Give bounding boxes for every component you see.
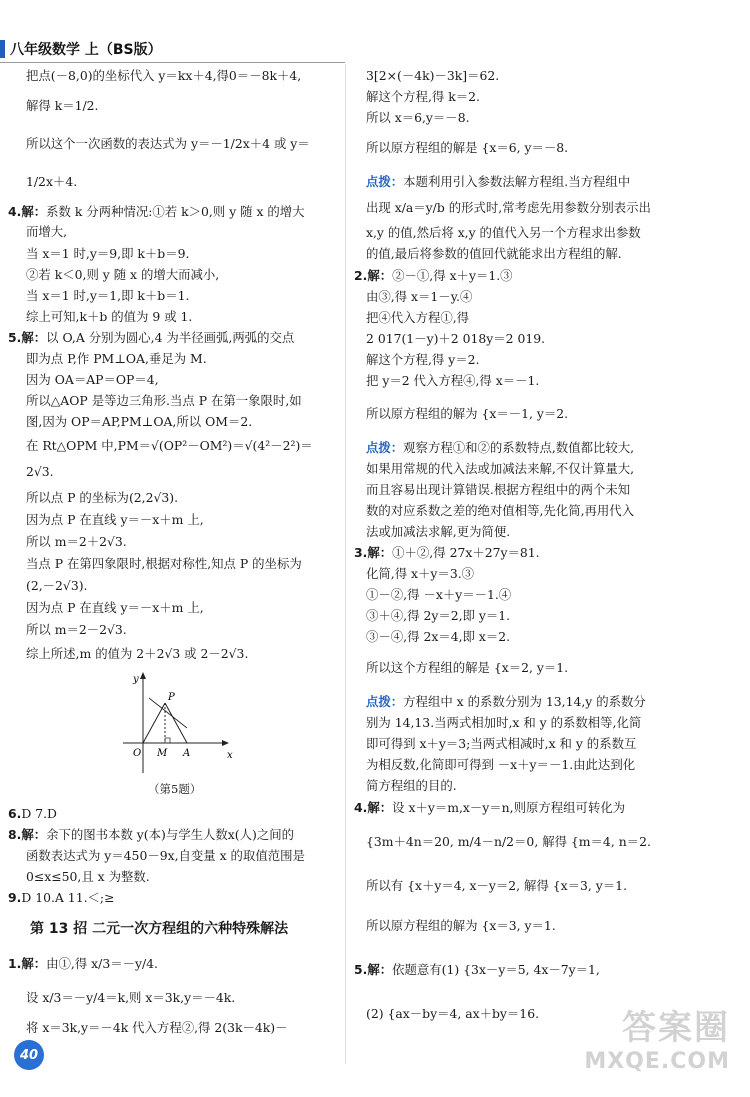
text-line: 所以这个一次函数的表达式为 y＝－1/2x＋4 或 y＝ — [26, 136, 310, 151]
label-o: O — [133, 748, 142, 759]
text-line: 所以 m＝2－2√3. — [26, 622, 127, 637]
text-line: (2) {ax－by＝4, ax＋by＝16. — [366, 1006, 540, 1021]
text-line: 数的对应系数之差的绝对值相等,先化简,再用代入 — [366, 503, 635, 518]
text-line: 综上所述,m 的值为 2＋2√3 或 2－2√3. — [26, 646, 249, 661]
text-line: 将 x＝3k,y＝－4k 代入方程②,得 2(3k－4k)－ — [26, 1020, 288, 1035]
text-line: 所以原方程组的解为 {x＝3, y＝1. — [366, 918, 556, 933]
text-line: 所以 m＝2＋2√3. — [26, 534, 127, 549]
text-line: 3[2×(－4k)－3k]＝62. — [366, 68, 500, 83]
text-line: 0≤x≤50,且 x 为整数. — [26, 869, 150, 884]
text-line: 出现 x/a＝y/b 的形式时,常考虑先用参数分别表示出 — [366, 200, 651, 215]
text-line: 所以有 {x＋y＝4, x－y＝2, 解得 {x＝3, y＝1. — [366, 878, 628, 893]
section-title: 第 13 招 二元一次方程组的六种特殊解法 — [30, 921, 289, 937]
text-line: 2√3. — [26, 464, 54, 479]
text-line: 法或加减法求解,更为简便. — [366, 524, 511, 539]
text-line tip-line: 点拨：观察方程①和②的系数特点,数值都比较大, — [366, 440, 635, 455]
text-line: 的值,最后将参数的值回代就能求出方程组的解. — [366, 246, 622, 261]
text-line: 3.解：①＋②,得 27x＋27y＝81. — [354, 545, 540, 560]
text-line: 所以△AOP 是等边三角形.当点 P 在第一象限时,如 — [26, 393, 302, 408]
label-p: P — [168, 692, 175, 703]
text-line: 2 017(1－y)＋2 018y＝2 019. — [366, 331, 546, 346]
segment-op — [143, 703, 165, 743]
text-line: 1/2x＋4. — [26, 174, 78, 189]
text-line: 5.解：依题意有(1) {3x－y＝5, 4x－7y＝1, — [354, 962, 600, 977]
text-line: 4.解：系数 k 分两种情况:①若 k＞0,则 y 随 x 的增大 — [8, 204, 305, 219]
column-divider — [345, 64, 346, 1064]
text-line: 4.解：设 x＋y＝m,x－y＝n,则原方程组可转化为 — [354, 800, 626, 815]
text-line: 设 x/3＝－y/4＝k,则 x＝3k,y＝－4k. — [26, 990, 236, 1005]
text-line: {3m＋4n＝20, m/4－n/2＝0, 解得 {m＝4, n＝2. — [366, 834, 651, 849]
text-line: 当 x＝1 时,y＝9,即 k＋b＝9. — [26, 246, 190, 261]
text-line: 所以 x＝6,y＝－8. — [366, 110, 470, 125]
x-axis-arrow — [222, 740, 229, 746]
text-line: 如果用常规的代入法或加减法来解,不仅计算量大, — [366, 461, 635, 476]
text-line tip-line: 点拨：方程组中 x 的系数分别为 13,14,y 的系数分 — [366, 694, 646, 709]
label-y: y — [133, 674, 139, 685]
text-line: ①－②,得 －x＋y＝－1.④ — [366, 587, 512, 602]
text-line: 图,因为 OP＝AP,PM⊥OA,所以 OM＝2. — [26, 414, 253, 429]
text-line: 所以原方程组的解是 {x＝6, y＝－8. — [366, 140, 569, 155]
text-line: 把点(－8,0)的坐标代入 y＝kx＋4,得0＝－8k＋4, — [26, 68, 302, 83]
text-line: 因为点 P 在直线 y＝－x＋m 上, — [26, 600, 204, 615]
right-angle-mark — [165, 738, 170, 743]
figure-caption: （第5题） — [148, 782, 202, 796]
text-line: ③－④,得 2x＝4,即 x＝2. — [366, 629, 511, 644]
text-line: 化简,得 x＋y＝3.③ — [366, 566, 475, 581]
text-line: x,y 的值,然后将 x,y 的值代入另一个方程求出参数 — [366, 225, 641, 240]
text-line: (2,－2√3). — [26, 578, 88, 593]
text-line: 为相反数,化简即可得到 －x＋y＝－1.由此达到化 — [366, 757, 636, 772]
text-line: 函数表达式为 y＝450－9x,自变量 x 的取值范围是 — [26, 848, 305, 863]
text-line: 解得 k＝1/2. — [26, 98, 99, 113]
text-line: 而增大, — [26, 224, 68, 239]
text-line: ②若 k＜0,则 y 随 x 的增大而减小, — [26, 267, 220, 282]
header-accent-bar — [0, 40, 5, 58]
header-rule — [0, 62, 345, 63]
watermark-line2: MXQE.COM — [584, 1049, 730, 1074]
label-x: x — [227, 750, 233, 761]
text-line: 9.D 10.A 11.＜;≥ — [8, 890, 115, 905]
text-line: 简方程组的目的. — [366, 778, 457, 793]
watermark-line1: 答案圈 — [622, 1008, 730, 1048]
text-line tip-line: 点拨：本题利用引入参数法解方程组.当方程组中 — [366, 174, 631, 189]
segment-pa — [165, 703, 187, 743]
text-line: 当点 P 在第四象限时,根据对称性,知点 P 的坐标为 — [26, 556, 302, 571]
text-line: 把④代入方程①,得 — [366, 310, 470, 325]
text-line: 而且容易出现计算错误.根据方程组中的两个未知 — [366, 482, 631, 497]
text-line: 综上可知,k＋b 的值为 9 或 1. — [26, 309, 193, 324]
header — [0, 38, 162, 60]
text-line: 1.解：由①,得 x/3＝－y/4. — [8, 956, 158, 971]
text-line: 所以原方程组的解为 {x＝－1, y＝2. — [366, 406, 569, 421]
page-number-badge: 40 — [14, 1040, 44, 1070]
coordinate-figure — [113, 668, 243, 778]
text-line: 别为 14,13.当两式相加时,x 和 y 的系数相等,化简 — [366, 715, 642, 730]
text-line: 因为点 P 在直线 y＝－x＋m 上, — [26, 512, 204, 527]
header-title: 八年级数学 上（BS版） — [10, 42, 162, 58]
text-line: 2.解：②－①,得 x＋y＝1.③ — [354, 268, 513, 283]
label-a: A — [183, 748, 191, 759]
text-line: 因为 OA＝AP＝OP＝4, — [26, 372, 159, 387]
text-line: 所以这个方程组的解是 {x＝2, y＝1. — [366, 660, 569, 675]
label-m: M — [157, 748, 168, 759]
text-line: 把 y＝2 代入方程④,得 x＝－1. — [366, 373, 540, 388]
text-line: 6.D 7.D — [8, 806, 57, 821]
text-line: 解这个方程,得 k＝2. — [366, 89, 480, 104]
y-axis-arrow — [140, 672, 146, 679]
text-line: 5.解：以 O,A 分别为圆心,4 为半径画弧,两弧的交点 — [8, 330, 295, 345]
text-line: 即为点 P,作 PM⊥OA,垂足为 M. — [26, 351, 207, 366]
text-line: 所以点 P 的坐标为(2,2√3). — [26, 490, 179, 505]
text-line: 在 Rt△OPM 中,PM＝√(OP²－OM²)＝√(4²－2²)＝ — [26, 438, 313, 453]
text-line: 当 x＝1 时,y＝1,即 k＋b＝1. — [26, 288, 190, 303]
text-line: 由③,得 x＝1－y.④ — [366, 289, 473, 304]
text-line: 解这个方程,得 y＝2. — [366, 352, 480, 367]
watermark — [584, 1000, 730, 1074]
text-line: ③＋④,得 2y＝2,即 y＝1. — [366, 608, 511, 623]
text-line: 8.解：余下的图书本数 y(本)与学生人数x(人)之间的 — [8, 827, 295, 842]
text-line: 即可得到 x＋y＝3;当两式相减时,x 和 y 的系数互 — [366, 736, 637, 751]
